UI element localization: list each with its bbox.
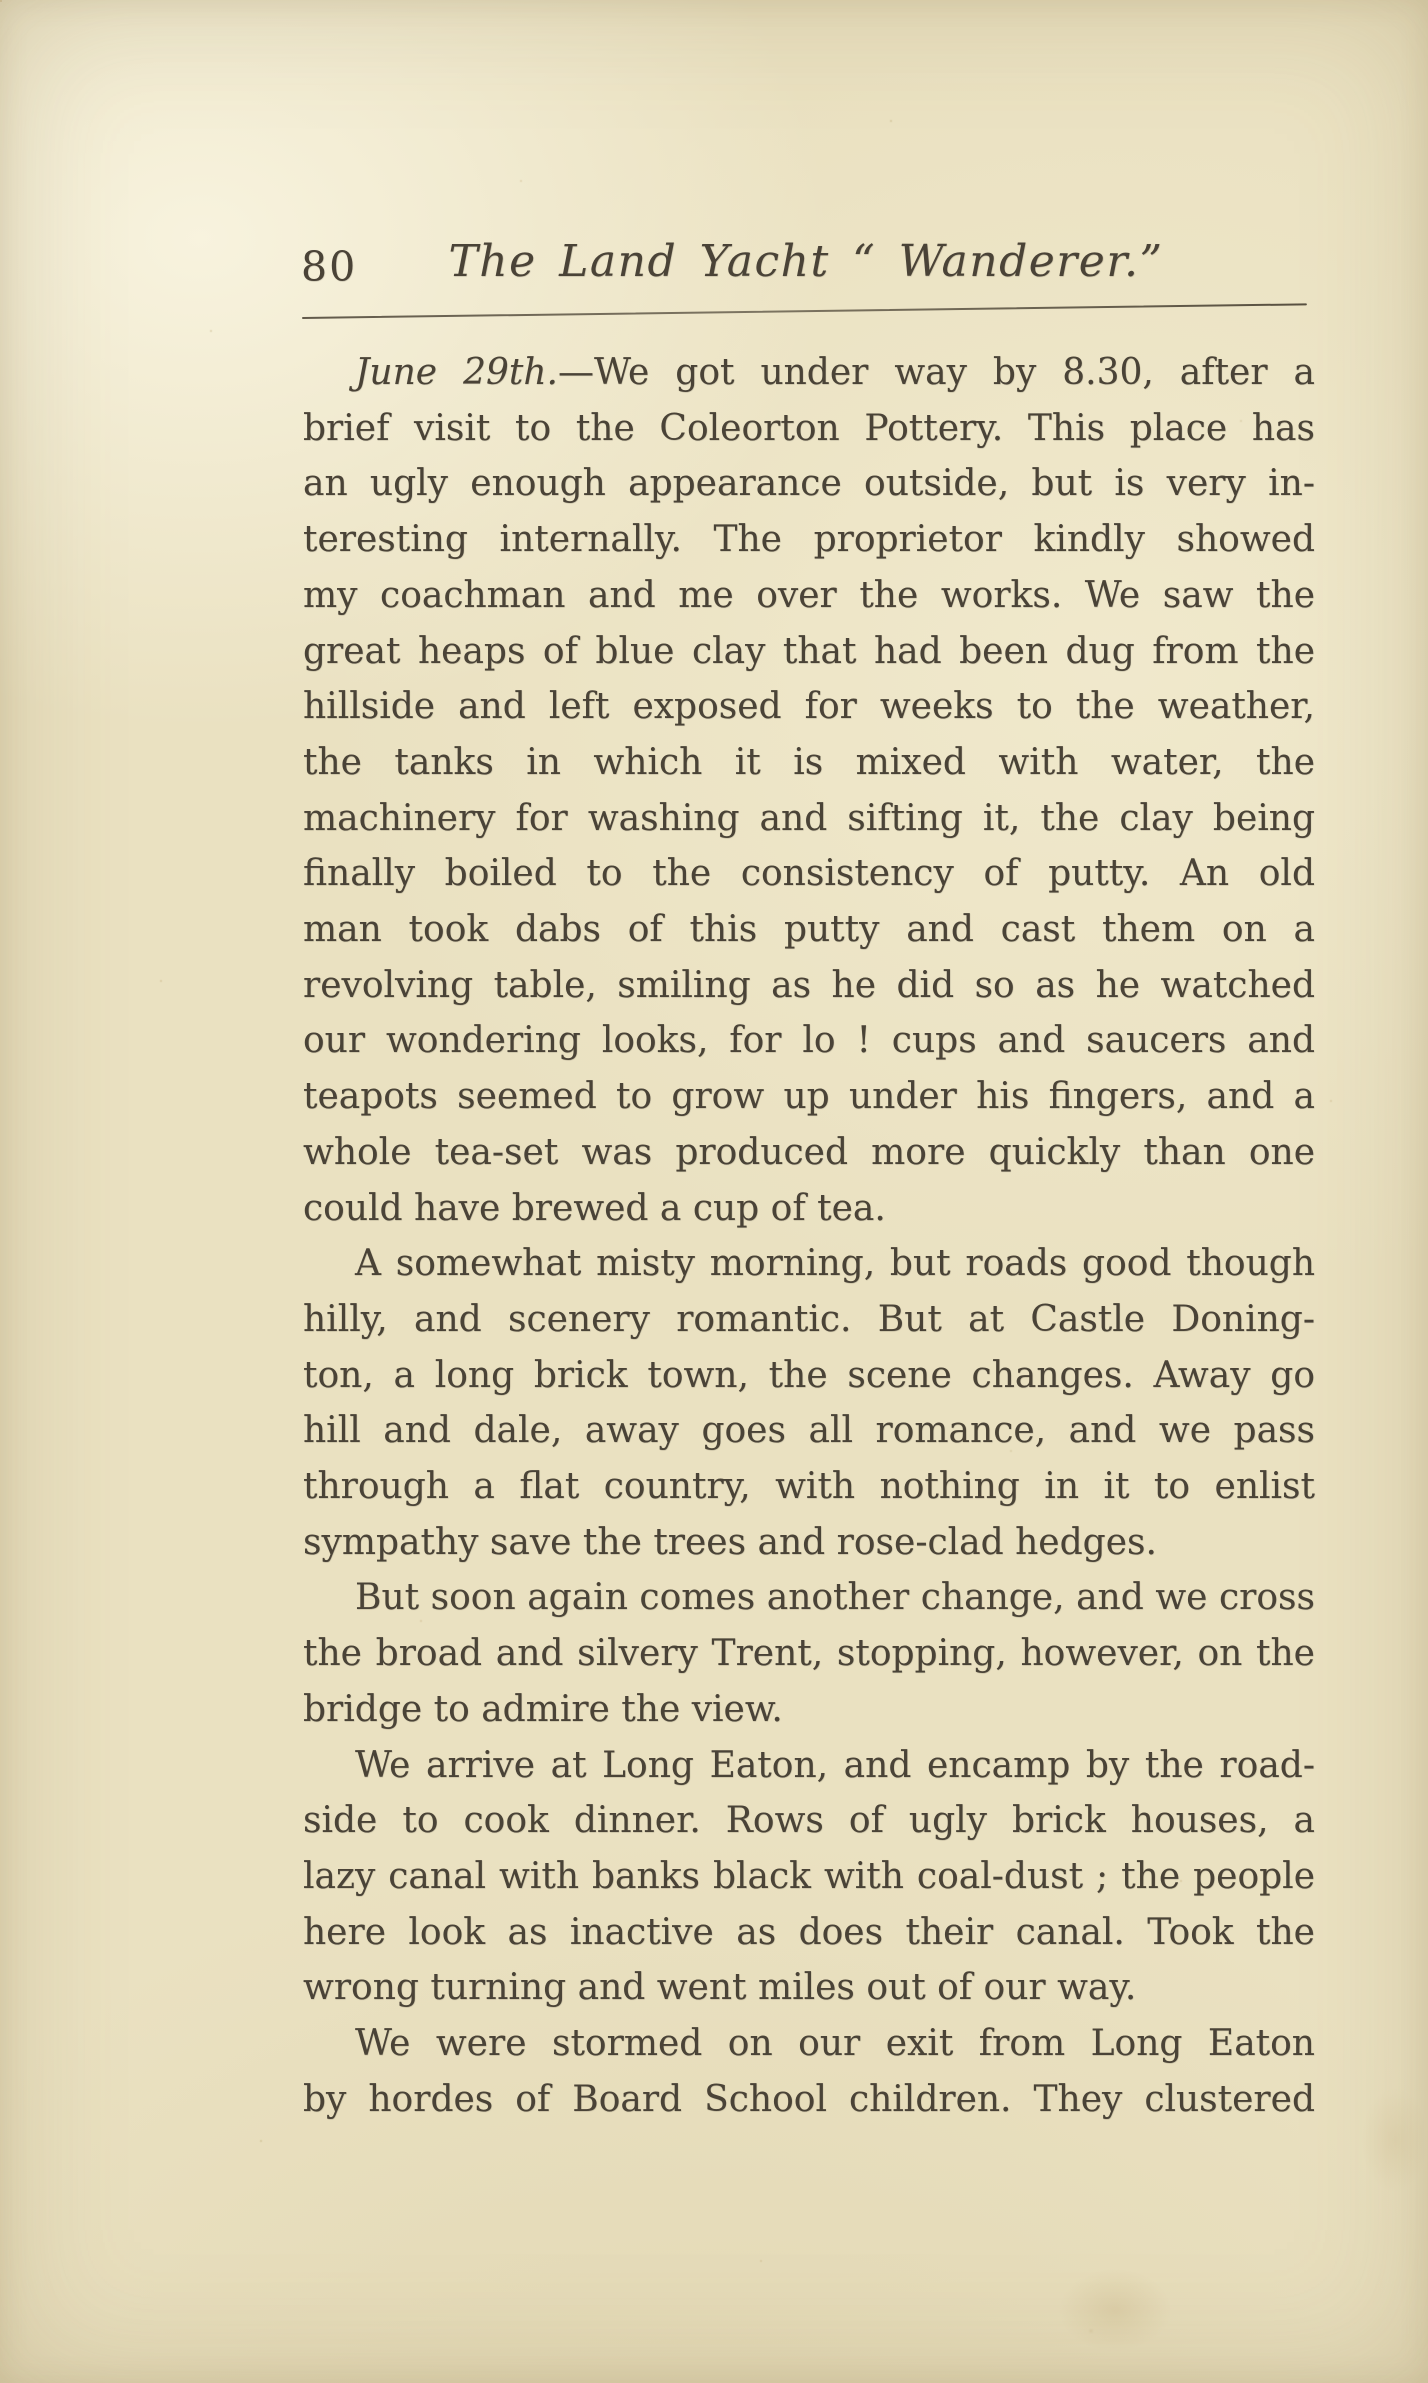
text-line: bridge to admire the view. [303,1688,783,1730]
text-line: brief visit to the Coleorton Pottery. This place has [303,407,1315,449]
text-line: teresting internally. The proprietor kindly showed [303,519,1315,561]
body-text [303,345,1315,2128]
line-text: —We got under way by 8.30, after a [557,352,1315,393]
text-line: the tanks in which it is mixed with water, the [303,741,1315,783]
page-number: 80 [301,243,358,291]
text-line: lazy canal with banks black with coal-dust ; the people [303,1855,1315,1897]
text-line: We were stormed on our exit from Long Eaton [355,2023,1315,2065]
paragraph [303,1236,1315,1570]
paper-stain [1350,2070,1428,2210]
text-line: revolving table, smiling as he did so as he watched [303,964,1315,1006]
text-line: man took dabs of this putty and cast them on a [303,909,1315,951]
text-line: A somewhat misty morning, but roads good though [355,1243,1315,1285]
text-line: could have brewed a cup of tea. [303,1187,886,1229]
date-lead: June 29th. [355,352,558,393]
text-line [303,345,1315,401]
text-line: great heaps of blue clay that had been dug from the [303,630,1315,672]
text-line: But soon again comes another change, and we cross [355,1577,1315,1619]
paper-stain [1040,2255,1190,2365]
text-line: finally boiled to the consistency of putty. An old [303,853,1315,895]
text-line: sympathy save the trees and rose-clad hedges. [303,1521,1157,1563]
text-line: hilly, and scenery romantic. But at Castle Doning- [303,1298,1315,1340]
paper-texture-specks [0,0,2,2]
paragraph [303,1738,1315,2017]
text-line: teapots seemed to grow up under his fingers, and a [303,1076,1315,1118]
text-line: wrong turning and went miles out of our way. [303,1967,1137,2009]
text-line: hill and dale, away goes all romance, and we pass [303,1410,1315,1452]
text-line: hillside and left exposed for weeks to the weather, [303,686,1315,728]
text-line: We arrive at Long Eaton, and encamp by the road- [355,1744,1315,1786]
paragraph [303,345,1315,1236]
text-line: whole tea-set was produced more quickly than one [303,1131,1315,1173]
running-title: The Land Yacht “ Wanderer.” [448,236,1164,287]
text-line: side to cook dinner. Rows of ugly brick houses, a [303,1800,1315,1842]
paragraph [303,2016,1315,2127]
text-line: here look as inactive as does their canal. Took the [303,1911,1315,1953]
text-line: our wondering looks, for lo ! cups and saucers and [303,1020,1315,1062]
text-line: an ugly enough appearance outside, but is very in- [303,463,1315,505]
text-line: ton, a long brick town, the scene changes. Away go [303,1354,1315,1396]
header-rule [302,303,1307,319]
text-line: by hordes of Board School children. They clustered [303,2078,1315,2120]
text-line: the broad and silvery Trent, stopping, however, on the [303,1633,1315,1675]
text-line: through a flat country, with nothing in it to enlist [303,1466,1315,1508]
paragraph [303,1570,1315,1737]
text-line: machinery for washing and sifting it, the clay being [303,797,1315,839]
text-line: my coachman and me over the works. We saw the [303,574,1315,616]
